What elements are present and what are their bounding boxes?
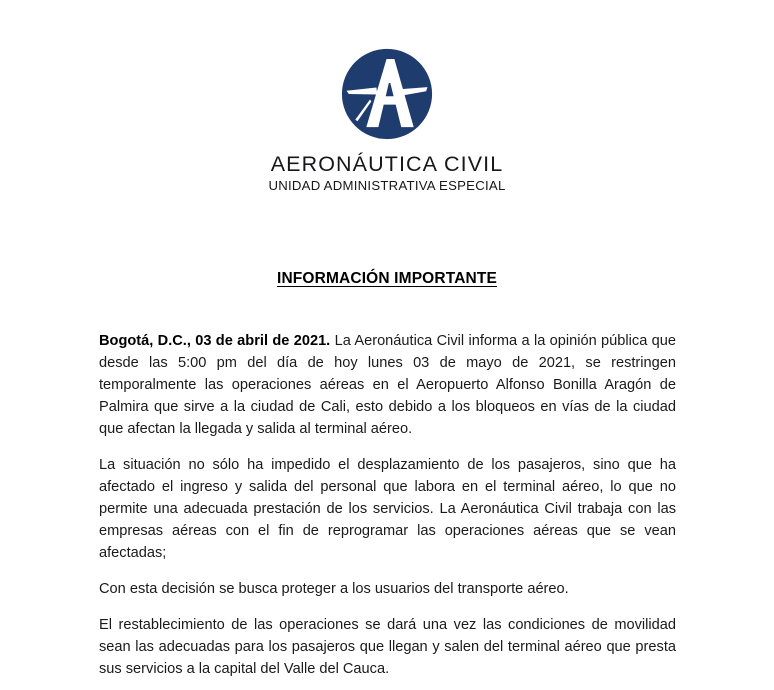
aerocivil-a-logo-icon bbox=[341, 48, 433, 140]
organization-unit: UNIDAD ADMINISTRATIVA ESPECIAL bbox=[268, 177, 506, 193]
letterhead-wordmark bbox=[0, 154, 774, 192]
page-title bbox=[0, 270, 774, 288]
paragraph-1 bbox=[99, 330, 676, 440]
document-body bbox=[99, 330, 676, 680]
letterhead bbox=[0, 48, 774, 192]
paragraph-1-text: La Aeronáutica Civil informa a la opinión pública que desde las 5:00 pm del día de hoy lunes 03 de mayo de 2021, se restringen temporalmente las operaciones aéreas en el Aeropuerto Alfonso Bonilla Aragón de Palmira que sirve a la ciudad de Cali, esto debido a los bloqueos en vías de la ciudad que afectan la llegada y salida al terminal aéreo. bbox=[99, 333, 676, 437]
paragraph-3: Con esta decisión se busca proteger a los usuarios del transporte aéreo. bbox=[99, 581, 569, 597]
organization-name: AERONÁUTICA CIVIL bbox=[270, 152, 504, 176]
dateline: Bogotá, D.C., 03 de abril de 2021. bbox=[99, 333, 331, 349]
page-title-text: INFORMACIÓN IMPORTANTE bbox=[277, 270, 497, 287]
paragraph-4: El restablecimiento de las operaciones se dará una vez las condiciones de movilidad sean las adecuadas para los pasajeros que llegan y salen del terminal aéreo que presta sus servicios a la capital del Valle del Cauca. bbox=[99, 617, 676, 677]
paragraph-2: La situación no sólo ha impedido el desplazamiento de los pasajeros, sino que ha afectado el ingreso y salida del personal que labora en el terminal aéreo, lo que no permite una adecuada prestación de los servicios. La Aeronáutica Civil trabaja con las empresas aéreas con el fin de reprogramar las operaciones aéreas que se vean afectadas; bbox=[99, 457, 676, 561]
